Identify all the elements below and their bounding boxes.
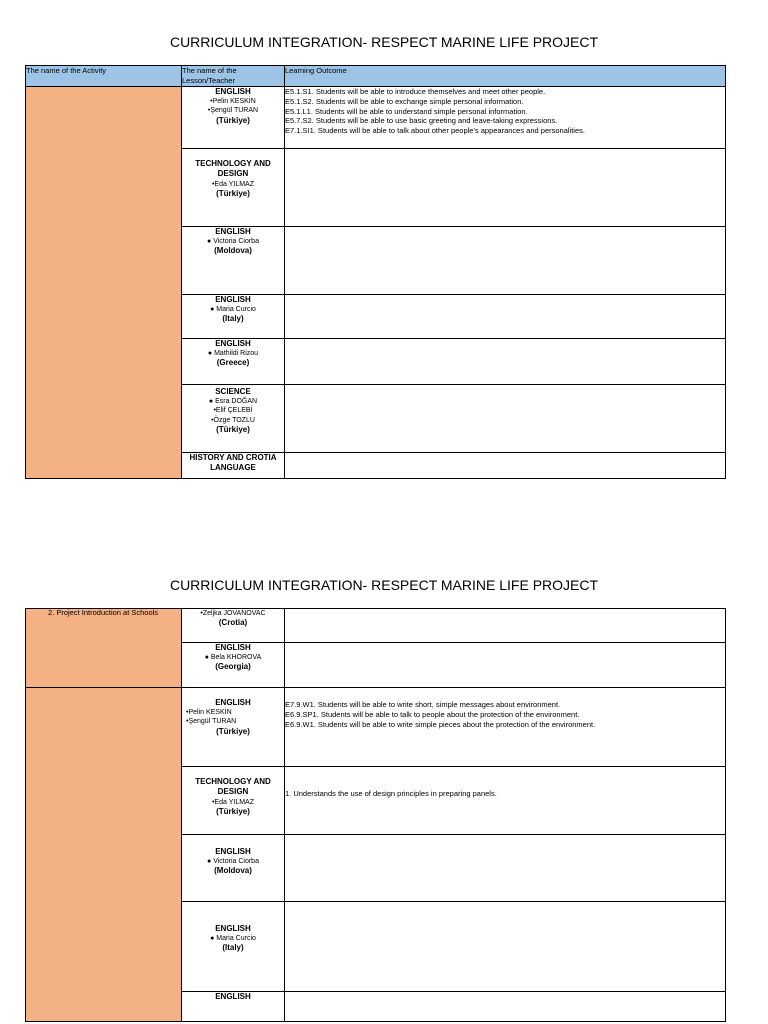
outcome-cell — [285, 688, 726, 767]
country-label: (Moldova) — [214, 866, 252, 876]
teacher-name: •Eda YILMAZ — [211, 180, 254, 188]
teacher-name: ● Maria Curcio — [210, 935, 256, 943]
outcome-line: E5.1.L1. Students will be able to understand simple personal information. — [285, 106, 528, 116]
curriculum-table — [25, 65, 726, 479]
teacher-cell — [182, 609, 285, 643]
subject-label: ENGLISH — [215, 847, 251, 856]
outcome-line: E7.1.SI1. Students will be able to talk about other people's appearances and personalities. — [285, 126, 585, 135]
country-label: (Greece) — [216, 358, 250, 368]
country-label: (Georgia) — [215, 662, 251, 672]
page-title: CURRICULUM INTEGRATION- RESPECT MARINE LIFE PROJECT — [169, 34, 599, 50]
outcome-line: E5.7.S2. Students will be able to use basic greeting and leave-taking expressions. — [285, 116, 558, 126]
subject-label: ENGLISH — [215, 87, 251, 96]
teacher-cell — [182, 295, 285, 339]
teacher-cell — [182, 227, 285, 295]
country-label: (Türkiye) — [216, 726, 250, 736]
outcome-cell — [285, 609, 726, 643]
outcome-line: 1. Understands the use of design principles in preparing panels. — [285, 789, 497, 798]
teacher-name: •Şengül TURAN — [186, 718, 237, 726]
teacher-cell — [182, 385, 285, 453]
outcome-cell — [285, 295, 726, 339]
subject-label: ENGLISH — [215, 698, 251, 707]
subject-label: TECHNOLOGY AND DESIGN — [195, 159, 271, 179]
teacher-name: ● Esra DOĞAN — [208, 398, 258, 406]
teacher-name: •Elif ÇELEBİ — [213, 407, 253, 415]
country-label: (Italy) — [222, 943, 244, 953]
country-label: (Türkiye) — [216, 115, 250, 125]
teacher-cell — [182, 453, 285, 479]
teacher-name: ● Victoria Ciorba — [207, 858, 259, 866]
outcome-cell — [285, 227, 726, 295]
curriculum-table — [25, 608, 726, 1022]
outcome-line: E5.1.S1. Students will be able to introduce themselves and meet other people. — [285, 87, 546, 96]
teacher-name: •Zeljka JOVANOVAC — [200, 610, 266, 617]
activity-name: 2. Project Introduction at Schools — [48, 608, 159, 617]
outcome-cell — [285, 767, 726, 835]
teacher-name: •Pelin KESKİN — [186, 709, 232, 717]
teacher-name: ● Victoria Ciorba — [207, 238, 259, 246]
outcome-line: E6.9.W1. Students will be able to write simple pieces about the protection of the environment. — [285, 719, 596, 729]
outcome-cell — [285, 643, 726, 688]
table-header-row — [26, 66, 726, 87]
outcome-cell — [285, 992, 726, 1022]
teacher-name: ● Maria Curcio — [210, 306, 256, 314]
subject-label: ENGLISH — [215, 227, 251, 236]
subject-label: ENGLISH — [215, 339, 251, 348]
country-label: (Türkiye) — [216, 424, 250, 434]
outcome-cell — [285, 385, 726, 453]
outcome-line: E7.9.W1. Students will be able to write short, simple messages about environment. — [285, 700, 561, 709]
activity-cell — [26, 87, 182, 479]
table-row — [26, 688, 726, 767]
teacher-name: •Şengül TURAN — [207, 107, 259, 115]
teacher-cell — [182, 688, 285, 767]
subject-label: ENGLISH — [215, 992, 251, 1001]
header-activity: The name of the Activity — [26, 66, 182, 87]
outcome-cell — [285, 87, 726, 149]
subject-label: ENGLISH — [215, 643, 251, 652]
activity-cell — [26, 608, 182, 1022]
teacher-name: •Eda YILMAZ — [211, 798, 254, 806]
outcome-cell — [285, 339, 726, 385]
teacher-cell — [182, 149, 285, 227]
country-label: (Türkiye) — [216, 806, 250, 816]
outcome-cell — [285, 149, 726, 227]
table-row — [26, 87, 726, 149]
teacher-name: ● Mathildi Rizou — [207, 350, 259, 358]
outcome-cell — [285, 902, 726, 992]
teacher-cell — [182, 902, 285, 992]
teacher-name: •Pelin KESKİN — [210, 98, 256, 106]
header-lesson-teacher: The name of the Lesson/Teacher — [182, 66, 285, 87]
page-title: CURRICULUM INTEGRATION- RESPECT MARINE LIFE PROJECT — [169, 577, 599, 593]
outcome-cell — [285, 453, 726, 479]
country-label: (Italy) — [222, 314, 244, 324]
subject-label: HISTORY AND CROTIA LANGUAGE — [189, 453, 277, 473]
country-label: (Crotia) — [218, 618, 248, 628]
teacher-cell — [182, 992, 285, 1022]
subject-label: ENGLISH — [215, 924, 251, 933]
teacher-cell — [182, 767, 285, 835]
header-learning-outcome: Learning Outcome — [285, 66, 726, 87]
teacher-cell — [182, 643, 285, 688]
teacher-name: ● Bela KHOROVA — [204, 654, 262, 662]
country-label: (Türkiye) — [216, 188, 250, 198]
teacher-cell — [182, 339, 285, 385]
subject-label: TECHNOLOGY AND DESIGN — [195, 777, 271, 797]
teacher-name: •Özge TOZLU — [211, 416, 255, 424]
outcome-line: E5.1.S2. Students will be able to exchange simple personal information. — [285, 96, 524, 106]
activity-cell — [26, 609, 182, 688]
subject-label: SCIENCE — [215, 387, 251, 396]
outcome-line: E6.9.SP1. Students will be able to talk to people about the protection of the environment. — [285, 709, 580, 719]
subject-label: ENGLISH — [215, 295, 251, 304]
teacher-cell — [182, 87, 285, 149]
outcome-cell — [285, 835, 726, 902]
teacher-cell — [182, 835, 285, 902]
country-label: (Moldova) — [214, 246, 252, 256]
